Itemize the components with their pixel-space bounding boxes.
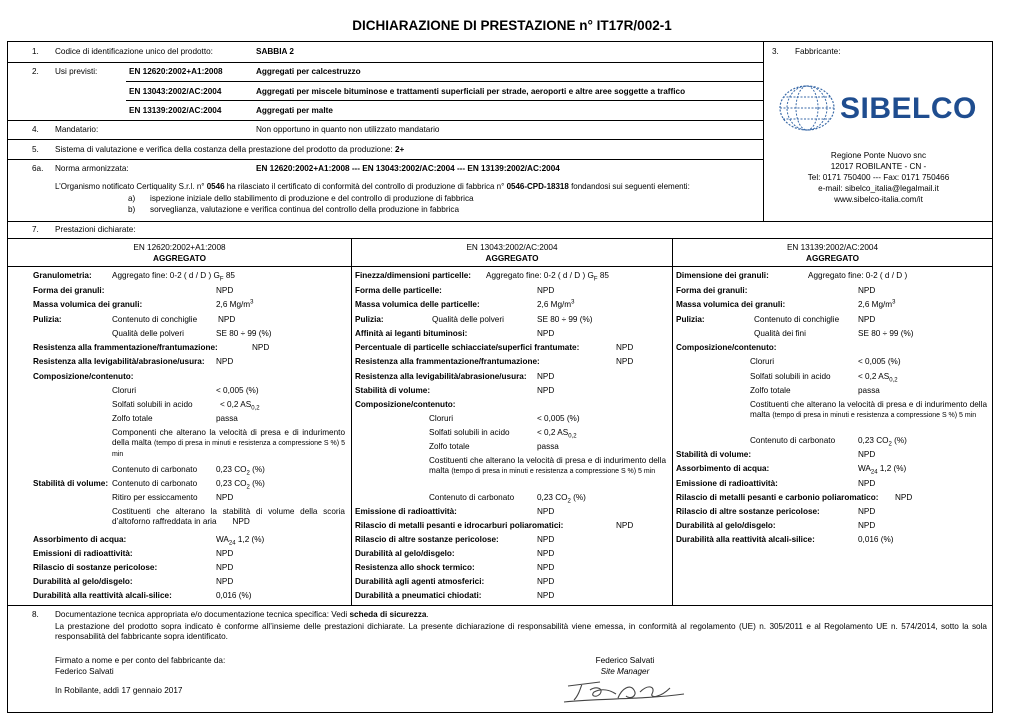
declaration-paragraph: La prestazione del prodotto sopra indicato è conforme all’insieme delle prestazioni dichiarate. La presente dichiarazione di responsabilità viene emessa, in conformità al regolamento (UE) n. 305/2011 e al Regolamento UE n. 574/2014, sotto la sola responsabilità del fabbricante sopra identificato.	[55, 622, 987, 641]
list-item: sorveglianza, valutazione e verifica continua del controllo della produzione in fabbrica	[150, 205, 460, 214]
col2-thermal-shock-label: Resistenza allo shock termico:	[355, 563, 475, 572]
col3-volume-stability-value: NPD	[858, 450, 876, 459]
col3-total-sulfur-value: passa	[858, 386, 880, 395]
manufacturer-phone: Tel: 0171 750400 --- Fax: 0171 750466	[807, 173, 950, 182]
col1-density-label: Massa volumica dei granuli:	[33, 300, 143, 309]
col1-fines-quality-value: SE 80 ÷ 99 (%)	[216, 329, 272, 338]
col2-fines-quality: Qualità delle polveri	[432, 315, 504, 324]
col3-water-absorption-value: $WA_{24}$ 1,2 (%)	[858, 464, 907, 476]
col1-total-sulfur: Zolfo totale	[112, 414, 153, 423]
divider	[7, 221, 993, 222]
col1-chlorides-value: < 0,005 (%)	[216, 386, 259, 395]
use-norm: EN 13139:2002/AC:2004	[129, 106, 222, 115]
notified-body-statement: L’Organismo notificato Certiquality S.r.l. n° 0546 ha rilasciato il certificato di conformità del controllo di produzione di fabbrica n° 0546-CPD-18318 fondandosi sui seguenti elementi:	[55, 182, 690, 191]
section-5-num: 5.	[32, 145, 39, 154]
col3-hazardous-value: NPD	[858, 507, 876, 516]
col3-hazardous-label: Rilascio di altre sostanze pericolose:	[676, 507, 820, 516]
col2-shape-value: NPD	[537, 286, 555, 295]
signer-role: Site Manager	[600, 667, 650, 676]
col1-shell-content-value: NPD	[218, 315, 236, 324]
col3-water-absorption-label: Assorbimento di acqua:	[676, 464, 770, 473]
col2-aggregate-header: AGGREGATO	[485, 254, 539, 263]
section-1-num: 1.	[32, 47, 39, 56]
col1-water-absorption-label: Assorbimento di acqua:	[33, 535, 127, 544]
col1-fragmentation-label: Resistenza alla frammentazione/frantumazione:	[33, 343, 218, 352]
col3-fines-quality-value: SE 80 ÷ 99 (%)	[858, 329, 914, 338]
col2-total-sulfur: Zolfo totale	[429, 442, 470, 451]
col3-sulfates-value: < 0,2 $AS_{0,2}$	[858, 372, 898, 384]
col1-carbonate-value: 0,23 $CO_2$ (%)	[216, 465, 265, 477]
col2-composition-label: Composizione/contenuto:	[355, 400, 456, 409]
harmonized-standard-label: Norma armonizzata:	[55, 164, 129, 173]
col1-aggregate-header: AGGREGATO	[153, 254, 206, 263]
col3-alkali-silica-label: Durabilità alla reattività alcali-silice:	[676, 535, 815, 544]
col2-sulfates-value: < 0,2 $AS_{0,2}$	[537, 428, 577, 440]
col3-freeze-thaw-label: Durabilità al gelo/disgelo:	[676, 521, 776, 530]
col2-hazardous-value: NPD	[537, 535, 555, 544]
section-2-num: 2.	[32, 67, 39, 76]
representative-value: Non opportuno in quanto non utilizzato mandatario	[256, 125, 440, 134]
divider	[7, 62, 763, 63]
col2-crushed-particles-value: NPD	[616, 343, 634, 352]
divider	[763, 41, 764, 221]
col1-volume-carbonate-value: 0,23 $CO_2$ (%)	[216, 479, 265, 491]
divider	[672, 238, 673, 605]
col2-hazardous-label: Rilascio di altre sostanze pericolose:	[355, 535, 499, 544]
col1-fines-quality: Qualità delle polveri	[112, 329, 184, 338]
col1-granulometry-label: Granulometria:	[33, 271, 92, 280]
col2-sulfates: Solfati solubili in acido	[429, 428, 510, 437]
col2-polishing-label: Resistenza alla levigabilità/abrasione/usura:	[355, 372, 527, 381]
col3-carbonate-value: 0,23 $CO_2$ (%)	[858, 436, 907, 448]
col3-cleanliness-label: Pulizia:	[676, 315, 705, 324]
col2-fragmentation-value: NPD	[616, 357, 634, 366]
col3-shell-content-value: NPD	[858, 315, 876, 324]
col2-freeze-thaw-value: NPD	[537, 549, 555, 558]
list-item-key: b)	[128, 205, 136, 214]
col3-heavy-metals-value: NPD	[895, 493, 913, 502]
section-7-num: 7.	[32, 225, 39, 234]
col1-freeze-thaw-value: NPD	[216, 577, 234, 586]
col1-density-value: 2,6 $Mg/m^3$	[216, 299, 254, 309]
col3-shape-value: NPD	[858, 286, 876, 295]
col3-carbonate: Contenuto di carbonato	[750, 436, 836, 445]
col2-radioactivity-label: Emissione di radioattività:	[355, 507, 457, 516]
col3-freeze-thaw-value: NPD	[858, 521, 876, 530]
avcp-system: Sistema di valutazione e verifica della costanza della prestazione del prodotto da produzione: 2+	[55, 145, 405, 154]
manufacturer-label: Fabbricante:	[795, 47, 841, 56]
signer-name: Federico Salvati	[595, 656, 655, 665]
col1-cleanliness-label: Pulizia:	[33, 315, 62, 324]
col1-granulometry-value: Aggregato fine: 0-2 ( d / D ) $G_F$ 85	[112, 271, 235, 283]
col1-norm-header: EN 12620:2002+A1:2008	[133, 243, 226, 252]
col1-drying-shrinkage: Ritiro per essiccamento	[112, 493, 198, 502]
col1-radioactivity-value: NPD	[216, 549, 234, 558]
col2-crushed-particles-label: Percentuale di particelle schiacciate/superfici frantumate:	[355, 343, 580, 352]
col2-volume-stability-label: Stabilità di volume:	[355, 386, 431, 395]
list-item: ispezione iniziale dello stabilimento di produzione e del controllo di produzione di fabbrica	[150, 194, 474, 203]
col1-total-sulfur-value: passa	[216, 414, 238, 423]
section-8-num: 8.	[32, 610, 39, 619]
col3-radioactivity-label: Emissione di radioattività:	[676, 479, 778, 488]
use-norm: EN 13043:2002/AC:2004	[129, 87, 222, 96]
col3-shell-content: Contenuto di conchiglie	[754, 315, 840, 324]
col2-freeze-thaw-label: Durabilità al gelo/disgelo:	[355, 549, 455, 558]
col3-volume-stability-label: Stabilità di volume:	[676, 450, 752, 459]
col2-setting-constituents: Costituenti che alterano la velocità di presa e di indurimento della malta (tempo di presa in minuti e resistenza a compressione S %) 5 min	[429, 456, 666, 475]
col1-polishing-label: Resistenza alla levigabilità/abrasione/usura:	[33, 357, 205, 366]
use-norm: EN 12620:2002+A1:2008	[129, 67, 223, 76]
col2-cleanliness-label: Pulizia:	[355, 315, 384, 324]
col1-sulfates: Solfati solubili in acido	[112, 400, 193, 409]
divider	[7, 605, 993, 606]
col1-hazardous-label: Rilascio di sostanze pericolose:	[33, 563, 158, 572]
sibelco-globe-logo	[776, 80, 838, 136]
col1-polishing-value: NPD	[216, 357, 234, 366]
divider	[351, 238, 352, 605]
col1-alkali-silica-label: Durabilità alla reattività alcali-silice:	[33, 591, 172, 600]
signed-on-behalf: Firmato a nome e per conto del fabbricante da:	[55, 656, 226, 665]
col1-setting-constituents: Componenti che alterano la velocità di presa e di indurimento della malta (tempo di presa in minuti e resistenza a compressione S %) 5 min	[112, 428, 345, 458]
divider	[352, 266, 672, 267]
col2-bitumen-affinity-label: Affinità ai leganti bituminosi:	[355, 329, 468, 338]
divider	[126, 100, 763, 101]
col2-volume-stability-value: NPD	[537, 386, 555, 395]
intended-uses-label: Usi previsti:	[55, 67, 98, 76]
col2-norm-header: EN 13043:2002/AC:2004	[466, 243, 558, 252]
col1-volume-carbonate: Contenuto di carbonato	[112, 479, 198, 488]
col2-heavy-metals-label: Rilascio di metalli pesanti e idrocarburi poliaromatici:	[355, 521, 564, 530]
col3-chlorides: Cloruri	[750, 357, 775, 366]
col3-norm-header: EN 13139:2002/AC:2004	[786, 243, 879, 252]
col2-bitumen-affinity-value: NPD	[537, 329, 555, 338]
col3-heavy-metals-label: Rilascio di metalli pesanti e carbonio poliaromatico:	[676, 493, 879, 502]
col3-radioactivity-value: NPD	[858, 479, 876, 488]
manufacturer-address-line: Regione Ponte Nuovo snc	[830, 151, 927, 160]
col2-weathering-value: NPD	[537, 577, 555, 586]
col3-grain-size-value: Aggregato fine: 0-2 ( d / D )	[808, 271, 908, 280]
manufacturer-address-line: 12017 ROBILANTE - CN -	[830, 162, 927, 171]
col2-studded-tyres-label: Durabilità a pneumatici chiodati:	[355, 591, 482, 600]
product-code-label: Codice di identificazione unico del prodotto:	[55, 47, 213, 56]
section-6-num: 6a.	[32, 164, 44, 173]
col1-fragmentation-value: NPD	[252, 343, 270, 352]
col2-shape-label: Forma delle particelle:	[355, 286, 442, 295]
manufacturer-website: www.sibelco-italia.com/it	[834, 195, 923, 204]
col1-shape-label: Forma dei granuli:	[33, 286, 105, 295]
section-3-num: 3.	[772, 47, 779, 56]
col2-carbonate-value: 0,23 $CO_2$ (%)	[537, 493, 586, 505]
col1-alkali-silica-value: 0,016 (%)	[216, 591, 252, 600]
divider	[673, 266, 992, 267]
col3-density-label: Massa volumica dei granuli:	[676, 300, 786, 309]
col2-chlorides-value: < 0,005 (%)	[537, 414, 580, 423]
col3-density-value: 2,6 $Mg/m^3$	[858, 299, 896, 309]
col2-weathering-label: Durabilità agli agenti atmosferici:	[355, 577, 485, 586]
sibelco-logo-text: SIBELCO	[840, 92, 977, 125]
divider	[7, 120, 763, 121]
harmonized-standard-value: EN 12620:2002+A1:2008 --- EN 13043:2002/AC:2004 --- EN 13139:2002/AC:2004	[256, 164, 560, 173]
col3-fines-quality: Qualità dei fini	[754, 329, 806, 338]
col1-shape-value: NPD	[216, 286, 234, 295]
col1-shell-content: Contenuto di conchiglie	[112, 315, 198, 324]
use-description: Aggregati per malte	[256, 106, 333, 115]
divider	[7, 238, 993, 239]
handwritten-signature	[560, 676, 690, 704]
col2-polishing-value: NPD	[537, 372, 555, 381]
col2-thermal-shock-value: NPD	[537, 563, 555, 572]
col3-grain-size-label: Dimensione dei granuli:	[676, 271, 769, 280]
col3-chlorides-value: < 0,005 (%)	[858, 357, 901, 366]
product-code-value: SABBIA 2	[256, 47, 294, 56]
col2-fines-quality-value: SE 80 ÷ 99 (%)	[537, 315, 593, 324]
col2-fineness-value: Aggregato fine: 0-2 ( d / D ) $G_F$ 85	[486, 271, 609, 283]
col3-alkali-silica-value: 0,016 (%)	[858, 535, 894, 544]
col2-chlorides: Cloruri	[429, 414, 454, 423]
col2-fineness-label: Finezza/dimensioni particelle:	[355, 271, 472, 280]
list-item-key: a)	[128, 194, 136, 203]
manufacturer-email: e-mail: sibelco_italia@legalmail.it	[818, 184, 939, 193]
col3-shape-label: Forma dei granuli:	[676, 286, 748, 295]
col1-radioactivity-label: Emissioni di radioattività:	[33, 549, 133, 558]
technical-documentation: Documentazione tecnica appropriata e/o documentazione tecnica specifica: Vedi scheda di sicurezza.	[55, 610, 429, 619]
divider	[7, 139, 763, 140]
col1-freeze-thaw-label: Durabilità al gelo/disgelo:	[33, 577, 133, 586]
col3-aggregate-header: AGGREGATO	[806, 254, 859, 263]
col2-density-label: Massa volumica delle particelle:	[355, 300, 480, 309]
representative-label: Mandatario:	[55, 125, 99, 134]
col1-slag-constituents: Costituenti che alterano la stabilità di volume della scoria d’altoforno raffreddata in aria NPD	[112, 507, 345, 526]
col3-setting-constituents: Costituenti che alterano la velocità di presa e di indurimento della malta (tempo di presa in minuti e resistenza a compressione S %) 5 min	[750, 400, 987, 419]
col3-sulfates: Solfati solubili in acido	[750, 372, 831, 381]
section-4-num: 4.	[32, 125, 39, 134]
col1-water-absorption-value: $WA_{24}$ 1,2 (%)	[216, 535, 265, 547]
divider	[7, 159, 763, 160]
divider	[126, 81, 763, 82]
col3-composition-label: Composizione/contenuto:	[676, 343, 777, 352]
col2-density-value: 2,6 $Mg/m^3$	[537, 299, 575, 309]
col2-studded-tyres-value: NPD	[537, 591, 555, 600]
col2-carbonate: Contenuto di carbonato	[429, 493, 515, 502]
col1-composition-label: Composizione/contenuto:	[33, 372, 134, 381]
page-title: DICHIARAZIONE DI PRESTAZIONE n° IT17R/002-1	[352, 18, 672, 33]
use-description: Aggregati per calcestruzzo	[256, 67, 361, 76]
col3-total-sulfur: Zolfo totale	[750, 386, 791, 395]
col1-drying-shrinkage-value: NPD	[216, 493, 234, 502]
col2-heavy-metals-value: NPD	[616, 521, 634, 530]
col1-sulfates-value: < 0,2 $AS_{0,2}$	[220, 400, 260, 412]
divider	[8, 266, 351, 267]
col1-volume-stability-label: Stabilità di volume:	[33, 479, 109, 488]
col2-fragmentation-label: Resistenza alla frammentazione/frantumazione:	[355, 357, 540, 366]
col1-hazardous-value: NPD	[216, 563, 234, 572]
place-and-date: In Robilante, addì 17 gennaio 2017	[55, 686, 183, 695]
signer-name-left: Federico Salvati	[55, 667, 114, 676]
declared-performance-label: Prestazioni dichiarate:	[55, 225, 136, 234]
col1-carbonate: Contenuto di carbonato	[112, 465, 198, 474]
col2-total-sulfur-value: passa	[537, 442, 559, 451]
col1-chlorides: Cloruri	[112, 386, 137, 395]
col2-radioactivity-value: NPD	[537, 507, 555, 516]
use-description: Aggregati per miscele bituminose e trattamenti superficiali per strade, aeroporti e altre aree soggette a traffico	[256, 87, 686, 96]
